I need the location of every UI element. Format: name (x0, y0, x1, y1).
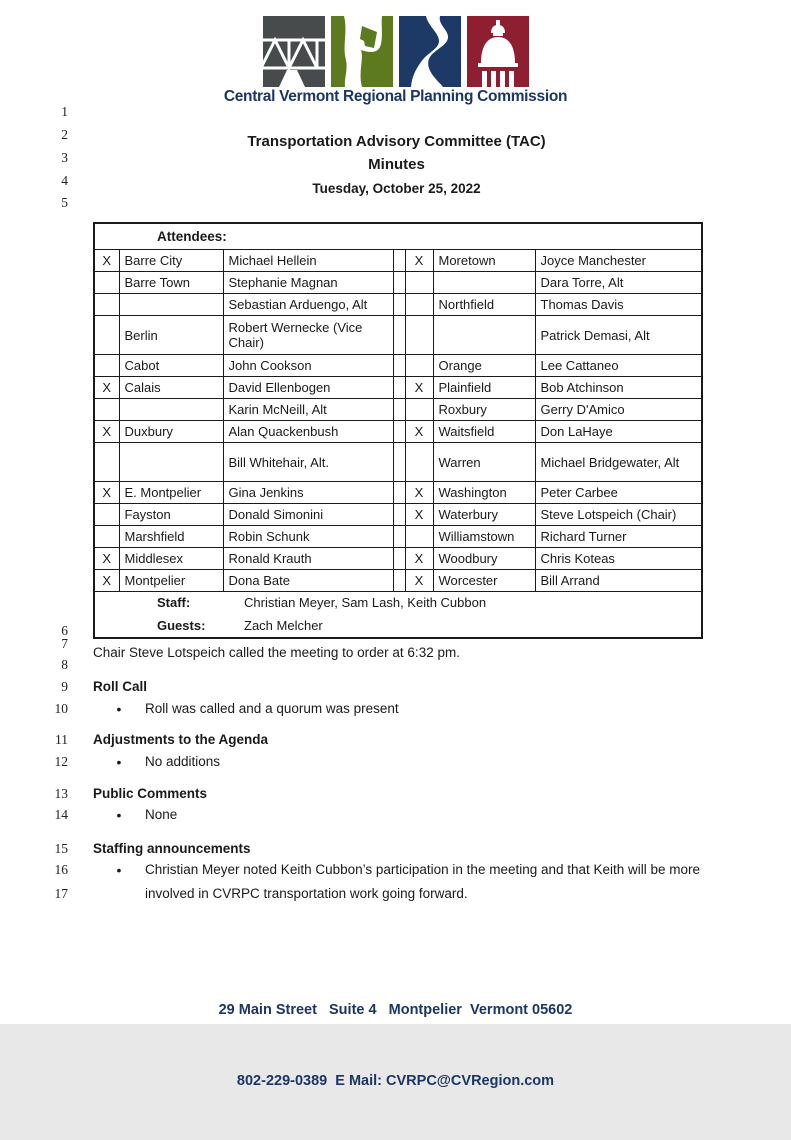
attendance-mark (94, 294, 119, 316)
line-number: 6 (61, 623, 68, 638)
line-number: 13 (54, 786, 68, 801)
member-cell: Alan Quackenbush (223, 421, 393, 443)
member-cell: Sebastian Arduengo, Alt (223, 294, 393, 316)
line-number: 5 (61, 195, 68, 210)
member-cell: John Cookson (223, 355, 393, 377)
bullet-item (93, 860, 713, 905)
spacer-cell (393, 377, 405, 399)
table-row (94, 504, 702, 526)
line-number: 10 (54, 701, 68, 716)
table-row (94, 272, 702, 294)
table-row (94, 443, 702, 482)
line-number: 1 (61, 104, 68, 119)
attendance-mark: X (94, 548, 119, 570)
org-name: Central Vermont Regional Planning Commission (223, 88, 568, 105)
table-row (94, 570, 702, 592)
member-cell: Dona Bate (223, 570, 393, 592)
footer-contact: 802-229-0389 E Mail: CVRPC@CVRegion.com (236, 1072, 555, 1089)
doc-date: Tuesday, October 25, 2022 (312, 181, 481, 196)
spacer-cell (393, 355, 405, 377)
line-number: 4 (61, 173, 68, 188)
table-row (94, 250, 702, 272)
attendance-mark (405, 294, 433, 316)
line-number: 8 (61, 657, 68, 672)
table-row (94, 399, 702, 421)
town-cell: Plainfield (433, 377, 535, 399)
table-row (94, 294, 702, 316)
capitol-dome-icon (467, 16, 529, 87)
spacer-cell (393, 250, 405, 272)
bullet-item (93, 699, 713, 720)
line-number: 11 (55, 732, 68, 747)
member-cell: Lee Cattaneo (535, 355, 702, 377)
town-cell: Calais (119, 377, 223, 399)
town-cell: Roxbury (433, 399, 535, 421)
cvrpc-logo (0, 16, 791, 87)
attendance-mark: X (94, 250, 119, 272)
line-number: 17 (54, 886, 68, 901)
town-cell: Williamstown (433, 526, 535, 548)
town-cell (119, 399, 223, 421)
spacer-cell (393, 399, 405, 421)
table-row (94, 377, 702, 399)
member-cell: Michael Hellein (223, 250, 393, 272)
line-number: 2 (61, 127, 68, 142)
table-row (94, 355, 702, 377)
attendance-mark: X (405, 377, 433, 399)
attendance-mark: X (94, 377, 119, 399)
staff-row (94, 592, 702, 614)
guests-names: Zach Melcher (244, 617, 323, 633)
attendance-mark: X (405, 482, 433, 504)
member-cell: Richard Turner (535, 526, 702, 548)
attendance-mark: X (405, 504, 433, 526)
line-number: 3 (61, 150, 68, 165)
attendance-mark (94, 316, 119, 355)
town-cell: Barre City (119, 250, 223, 272)
member-cell: Peter Carbee (535, 482, 702, 504)
town-cell: Fayston (119, 504, 223, 526)
member-cell: Dara Torre, Alt (535, 272, 702, 294)
attendance-mark: X (94, 570, 119, 592)
bullet-icon (93, 752, 145, 773)
town-cell: Barre Town (119, 272, 223, 294)
town-cell: Middlesex (119, 548, 223, 570)
spacer-cell (393, 482, 405, 504)
section-heading: Public Comments (93, 786, 208, 801)
town-cell: Waterbury (433, 504, 535, 526)
spacer-cell (393, 272, 405, 294)
town-cell: Warren (433, 443, 535, 482)
table-row (94, 316, 702, 355)
staff-names: Christian Meyer, Sam Lash, Keith Cubbon (244, 595, 487, 610)
attendance-mark: X (405, 570, 433, 592)
bullet-item (93, 752, 713, 773)
attendance-mark (94, 443, 119, 482)
member-cell: Don LaHaye (535, 421, 702, 443)
member-cell: Gina Jenkins (223, 482, 393, 504)
town-cell: Berlin (119, 316, 223, 355)
town-cell: Marshfield (119, 526, 223, 548)
member-cell: Bill Whitehair, Alt. (223, 443, 393, 482)
section-heading: Adjustments to the Agenda (93, 732, 269, 747)
bullet-text: Roll was called and a quorum was present (145, 701, 399, 716)
staff-label: Staff: (157, 595, 191, 610)
line-number: 12 (54, 754, 68, 769)
spacer-cell (393, 548, 405, 570)
attendance-mark (405, 316, 433, 355)
member-cell: Joyce Manchester (535, 250, 702, 272)
member-cell: Gerry D'Amico (535, 399, 702, 421)
table-row (94, 548, 702, 570)
spacer-cell (393, 570, 405, 592)
spacer-cell (393, 443, 405, 482)
attendance-mark: X (405, 250, 433, 272)
guests-row (94, 613, 702, 638)
town-cell (119, 443, 223, 482)
spacer-cell (393, 504, 405, 526)
attendance-mark (405, 526, 433, 548)
town-cell: Worcester (433, 570, 535, 592)
attendance-mark: X (94, 482, 119, 504)
town-cell: Washington (433, 482, 535, 504)
attendance-mark (94, 526, 119, 548)
town-cell: Moretown (433, 250, 535, 272)
attendees-header: Attendees: (94, 223, 702, 250)
bullet-item (93, 805, 713, 826)
line-number: 15 (54, 841, 68, 856)
town-cell (433, 316, 535, 355)
town-cell: E. Montpelier (119, 482, 223, 504)
town-cell: Montpelier (119, 570, 223, 592)
member-cell: Chris Koteas (535, 548, 702, 570)
member-cell: David Ellenbogen (223, 377, 393, 399)
table-row (94, 482, 702, 504)
member-cell: Thomas Davis (535, 294, 702, 316)
bullet-icon (93, 860, 145, 905)
footer-address: 29 Main Street Suite 4 Montpelier Vermont 05602 (218, 1002, 573, 1018)
call-to-order: Chair Steve Lotspeich called the meeting to order at 6:32 pm. (93, 645, 460, 660)
doc-title: Transportation Advisory Committee (TAC) (247, 133, 546, 150)
attendance-mark (94, 504, 119, 526)
town-cell: Woodbury (433, 548, 535, 570)
town-cell (433, 272, 535, 294)
line-number: 14 (54, 807, 68, 822)
doc-subtitle: Minutes (368, 156, 425, 173)
attendance-mark: X (94, 421, 119, 443)
line-number: 9 (61, 679, 68, 694)
line-number: 16 (54, 862, 68, 877)
line-number: 7 (61, 636, 68, 651)
member-cell: Robin Schunk (223, 526, 393, 548)
town-cell: Northfield (433, 294, 535, 316)
section-heading: Staffing announcements (93, 841, 251, 856)
town-cell: Duxbury (119, 421, 223, 443)
town-cell (119, 294, 223, 316)
river-icon (399, 16, 461, 87)
attendance-mark (405, 443, 433, 482)
attendance-mark: X (405, 421, 433, 443)
member-cell: Donald Simonini (223, 504, 393, 526)
table-row (94, 526, 702, 548)
town-cell: Cabot (119, 355, 223, 377)
attendance-mark: X (405, 548, 433, 570)
member-cell: Robert Wernecke (Vice Chair) (223, 316, 393, 355)
guests-label: Guests: (157, 617, 206, 633)
section-heading: Roll Call (93, 679, 148, 694)
bullet-text: None (145, 807, 178, 822)
vermont-state-icon (331, 16, 393, 87)
town-cell: Orange (433, 355, 535, 377)
member-cell: Bill Arrand (535, 570, 702, 592)
bullet-text: Christian Meyer noted Keith Cubbon’s participation in the meeting and that Keith will be more involved in CVRPC transportation work going forward. (145, 862, 701, 901)
member-cell: Karin McNeill, Alt (223, 399, 393, 421)
member-cell: Stephanie Magnan (223, 272, 393, 294)
member-cell: Ronald Krauth (223, 548, 393, 570)
member-cell: Steve Lotspeich (Chair) (535, 504, 702, 526)
attendance-mark (405, 272, 433, 294)
town-cell: Waitsfield (433, 421, 535, 443)
spacer-cell (393, 316, 405, 355)
spacer-cell (393, 421, 405, 443)
bridge-icon (263, 16, 325, 87)
attendance-mark (94, 272, 119, 294)
member-cell: Bob Atchinson (535, 377, 702, 399)
attendance-mark (405, 355, 433, 377)
bullet-icon (93, 699, 145, 720)
member-cell: Patrick Demasi, Alt (535, 316, 702, 355)
attendance-mark (94, 355, 119, 377)
bullet-text: No additions (145, 754, 221, 769)
member-cell: Michael Bridgewater, Alt (535, 443, 702, 482)
bullet-icon (93, 805, 145, 826)
attendance-mark (405, 399, 433, 421)
spacer-cell (393, 526, 405, 548)
attendees-table (93, 222, 703, 639)
table-row (94, 421, 702, 443)
footer (0, 952, 791, 1140)
spacer-cell (393, 294, 405, 316)
attendance-mark (94, 399, 119, 421)
